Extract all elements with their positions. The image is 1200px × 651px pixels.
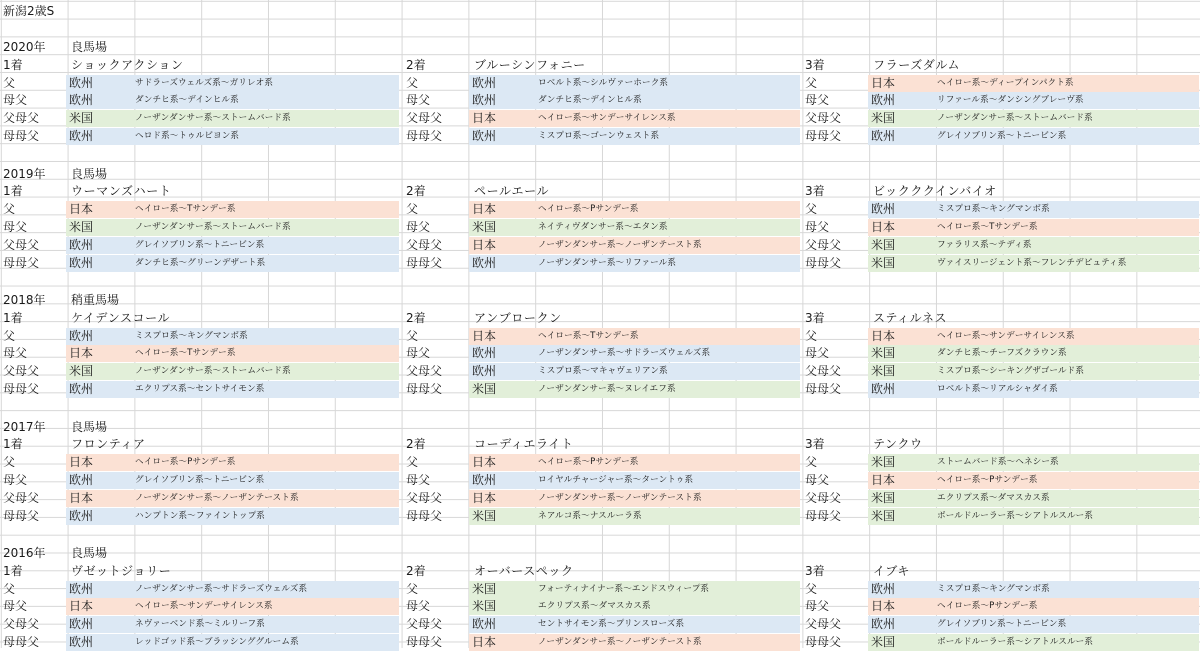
pedigree-role: 父母父 [3,617,40,632]
region-label: 日本 [69,599,94,614]
pedigree-role: 母父 [406,472,431,487]
lineage-band [66,581,399,598]
pedigree-role: 父母父 [805,111,842,126]
sire-line: ノーザンダンサー系～ノーザンテースト系 [538,637,702,647]
lineage-band [469,472,800,489]
pedigree-role: 父母父 [406,111,443,126]
pedigree-role: 父母父 [3,111,40,126]
pedigree-role: 母母父 [805,255,842,270]
lineage-band [868,75,1199,92]
lineage-band [66,472,399,489]
lineage-band [66,110,399,127]
pedigree-role: 母父 [406,93,431,108]
sire-line: ノーザンダンサー系～ノーザンテースト系 [538,239,702,250]
region-label: 欧州 [472,364,497,379]
region-label: 日本 [871,328,896,343]
pedigree-role: 母母父 [3,508,40,523]
region-label: 日本 [871,472,896,487]
region-label: 欧州 [69,382,94,396]
region-label: 日本 [472,490,497,505]
region-label: 欧州 [69,635,94,649]
region-label: 米国 [871,364,896,379]
sire-line: ミスプロ系～キングマンボ系 [937,583,1050,594]
sire-line: ミスプロ系～ゴーンウェスト系 [538,131,660,141]
region-label: 米国 [871,237,896,252]
rank-label: 1着 [3,184,23,199]
pedigree-role: 母父 [3,599,28,614]
lineage-band [469,219,800,236]
sire-line: ダンチヒ系～グリーンデザート系 [135,257,266,268]
sire-line: ヘイロー系～ディープインパクト系 [937,77,1074,88]
sire-line: ノーザンダンサー系～ヌレイエフ系 [538,384,676,394]
year-label: 2020年 [3,40,46,54]
pedigree-role: 父母父 [3,490,40,505]
sire-line: ファラリス系～テディ系 [937,239,1032,250]
lineage-band [868,581,1199,598]
track-condition: 良馬場 [71,40,108,54]
sire-line: セントサイモン系～プリンスローズ系 [538,619,685,630]
horse-name: テンクウ [873,437,923,452]
sire-line: グレイソブリン系～トニービン系 [937,619,1067,630]
pedigree-role: 母母父 [3,382,40,396]
region-label: 日本 [472,202,497,217]
sire-line: ノーザンダンサー系～サドラーズウェルズ系 [135,583,308,594]
lineage-band [868,237,1199,254]
pedigree-role: 父母父 [805,490,842,505]
region-label: 米国 [472,219,497,234]
lineage-band [66,128,399,145]
sire-line: ロベルト系～シルヴァーホーク系 [538,77,669,88]
region-label: 欧州 [69,75,94,90]
rank-label: 2着 [406,437,426,452]
lineage-band [868,634,1199,651]
year-label: 2017年 [3,419,46,434]
region-label: 欧州 [69,472,94,487]
pedigree-role: 母母父 [805,635,842,649]
region-label: 日本 [69,346,94,361]
sire-line: ノーザンダンサー系～ノーザンテースト系 [538,492,702,503]
region-label: 欧州 [69,617,94,632]
pedigree-role: 母母父 [406,635,443,649]
pedigree-role: 母父 [805,219,830,234]
region-label: 日本 [69,490,94,505]
region-label: 米国 [871,508,896,523]
horse-name: フロンティア [71,437,146,452]
rank-label: 3着 [805,184,825,199]
sire-line: ヴァイスリージェント系～フレンチデピュティ系 [937,257,1127,268]
lineage-band [469,581,800,598]
lineage-band [66,92,399,109]
pedigree-role: 父母父 [406,490,443,505]
lineage-band [469,345,800,362]
region-label: 米国 [871,346,896,361]
region-label: 米国 [871,455,896,470]
lineage-band [868,381,1199,398]
region-label: 米国 [871,490,896,505]
pedigree-role: 母父 [406,599,431,614]
lineage-band [868,110,1199,127]
region-label: 欧州 [871,382,896,396]
lineage-band [868,92,1199,109]
lineage-band [66,454,399,471]
sire-line: エクリプス系～セントサイモン系 [135,384,265,394]
lineage-band [469,598,800,615]
track-condition: 良馬場 [71,166,108,181]
sire-line: ヘロド系～トゥルビヨン系 [135,131,240,141]
rank-label: 3着 [805,563,825,578]
rank-label: 1着 [3,310,23,325]
lineage-band [868,345,1199,362]
horse-name: スティルネス [873,310,948,325]
pedigree-role: 父母父 [805,237,842,252]
horse-name: コーディエライト [474,437,574,452]
sire-line: ロベルト系～リアルシャダイ系 [937,384,1058,394]
lineage-band [469,454,800,471]
sire-line: ハンプトン系～ファイントップ系 [135,510,265,521]
region-label: 米国 [871,255,896,270]
lineage-band [868,328,1199,345]
pedigree-role: 母父 [406,219,431,234]
horse-name: ヴゼットジョリー [71,563,172,578]
region-label: 欧州 [871,202,896,217]
sire-line: ノーザンダンサー系～ストームバード系 [135,221,291,232]
pedigree-role: 父 [805,328,818,343]
pedigree-role: 母父 [3,346,28,361]
pedigree-role: 母母父 [406,255,443,270]
pedigree-role: 父 [805,75,818,90]
region-label: 日本 [871,75,896,90]
year-label: 2018年 [3,293,46,307]
region-label: 欧州 [472,472,497,487]
sire-line: ヘイロー系～Pサンデー系 [937,474,1038,485]
pedigree-role: 母母父 [406,508,443,523]
lineage-band [469,201,800,218]
pedigree-role: 父母父 [406,617,443,632]
sire-line: ボールドルーラー系～シアトルスルー系 [937,510,1094,521]
pedigree-role: 母父 [805,93,830,108]
horse-name: ビックククインバイオ [873,184,997,199]
sire-line: サドラーズウェルズ系～ガリレオ系 [135,77,274,88]
horse-name: ケイデンスコール [71,310,171,325]
sire-line: ヘイロー系～Pサンデー系 [135,457,236,468]
pedigree-role: 母母父 [3,255,40,270]
lineage-band [868,454,1199,471]
sire-line: ノーザンダンサー系～サドラーズウェルズ系 [538,348,711,359]
horse-name: ショックアクション [71,57,184,72]
sire-line: グレイソブリン系～トニービン系 [135,474,265,485]
lineage-band [66,508,399,525]
horse-name: フラーズダルム [873,57,961,72]
pedigree-role: 母父 [3,472,28,487]
pedigree-role: 母母父 [805,129,842,143]
pedigree-role: 父 [805,581,818,596]
sire-line: ヘイロー系～Tサンデー系 [135,204,236,215]
lineage-band [66,490,399,507]
pedigree-role: 父母父 [406,237,443,252]
sire-line: ヘイロー系～サンデーサイレンス系 [937,330,1075,341]
track-condition: 良馬場 [71,546,108,560]
lineage-band [469,328,800,345]
pedigree-role: 父 [3,202,16,217]
lineage-band [66,345,399,362]
sire-line: ネアルコ系～ナスルーラ系 [538,510,642,521]
sire-line: ボールドルーラー系～シアトルスルー系 [937,637,1094,647]
lineage-band [868,363,1199,380]
region-label: 米国 [69,219,94,234]
sire-line: ヘイロー系～Pサンデー系 [538,457,639,468]
year-label: 2019年 [3,166,46,181]
region-label: 日本 [472,111,497,126]
sheet-title: 新潟2歳S [3,4,55,18]
pedigree-role: 父 [3,75,16,90]
horse-name: アンブロークン [474,310,562,325]
pedigree-role: 父 [3,581,16,596]
sire-line: グレイソブリン系～トニービン系 [937,131,1067,141]
lineage-band [469,237,800,254]
lineage-band [66,328,399,345]
lineage-band [66,634,399,651]
region-label: 日本 [69,202,94,217]
lineage-band [66,219,399,236]
sire-line: レッドゴッド系～ブラッシンググルーム系 [135,637,299,647]
sire-line: ロイヤルチャージャー系～ターントゥ系 [538,474,694,485]
sire-line: ノーザンダンサー系～ノーザンテースト系 [135,492,299,503]
region-label: 米国 [472,382,497,396]
lineage-band [469,490,800,507]
lineage-band [868,255,1199,272]
pedigree-role: 母父 [3,219,28,234]
pedigree-role: 父 [406,75,419,90]
pedigree-role: 母父 [805,472,830,487]
rank-label: 1着 [3,563,23,578]
pedigree-role: 母父 [3,93,28,108]
lineage-band [868,508,1199,525]
sire-line: ヘイロー系～Pサンデー系 [937,601,1038,612]
region-label: 日本 [472,328,497,343]
sire-line: エクリプス系～ダマスカス系 [937,492,1050,503]
region-label: 欧州 [472,346,497,361]
rank-label: 2着 [406,184,426,199]
region-label: 欧州 [69,508,94,523]
region-label: 欧州 [871,581,896,596]
lineage-band [868,201,1199,218]
lineage-band [66,598,399,615]
sire-line: ダンチヒ系～デインヒル系 [538,95,642,106]
pedigree-role: 父 [805,455,818,470]
region-label: 米国 [472,508,497,523]
horse-name: ブルーシンフォニー [474,57,586,72]
lineage-band [469,634,800,651]
lineage-band [66,201,399,218]
region-label: 欧州 [69,93,94,108]
region-label: 米国 [69,364,94,379]
lineage-band [868,472,1199,489]
pedigree-role: 母母父 [3,129,40,143]
lineage-band [66,363,399,380]
pedigree-role: 父 [406,581,419,596]
horse-name: ウーマンズハート [71,184,172,199]
lineage-band [469,255,800,272]
sire-line: ミスプロ系～キングマンボ系 [937,204,1050,215]
pedigree-role: 父母父 [3,237,40,252]
region-label: 日本 [871,219,896,234]
region-label: 日本 [871,599,896,614]
lineage-band [469,75,800,92]
lineage-band [66,255,399,272]
sire-line: ミスプロ系～キングマンボ系 [135,330,248,341]
sire-line: ヘイロー系～サンデーサイレンス系 [135,601,273,612]
pedigree-role: 父母父 [406,364,443,379]
lineage-band [868,616,1199,633]
region-label: 米国 [871,635,896,649]
region-label: 欧州 [871,129,896,143]
lineage-band [469,508,800,525]
pedigree-role: 父母父 [805,364,842,379]
sire-line: ノーザンダンサー系～リファール系 [538,257,677,268]
rank-label: 3着 [805,310,825,325]
region-label: 米国 [69,111,94,126]
sire-line: ダンチヒ系～デインヒル系 [135,95,239,106]
sire-line: グレイソブリン系～トニービン系 [135,239,265,250]
pedigree-role: 母母父 [3,635,40,649]
sire-line: ヘイロー系～Tサンデー系 [538,330,639,341]
region-label: 欧州 [472,93,497,108]
lineage-band [868,219,1199,236]
pedigree-role: 母母父 [406,382,443,396]
pedigree-role: 母父 [406,346,431,361]
pedigree-role: 母母父 [406,129,443,143]
region-label: 米国 [472,599,497,614]
pedigree-role: 母母父 [805,382,842,396]
region-label: 欧州 [69,328,94,343]
sire-line: リファール系～ダンシングブレーヴ系 [937,95,1084,106]
region-label: 欧州 [871,617,896,632]
pedigree-role: 父 [406,328,419,343]
region-label: 欧州 [472,617,497,632]
lineage-band [66,381,399,398]
lineage-band [66,237,399,254]
pedigree-role: 母父 [805,599,830,614]
region-label: 欧州 [69,237,94,252]
pedigree-role: 父 [406,455,419,470]
lineage-band [469,128,800,145]
horse-name: オーバースペック [474,563,574,578]
sire-line: ヘイロー系～Pサンデー系 [538,204,639,215]
region-label: 欧州 [69,255,94,270]
rank-label: 2着 [406,310,426,325]
lineage-band [469,92,800,109]
rank-label: 2着 [406,57,426,72]
lineage-band [469,381,800,398]
sire-line: ヘイロー系～Tサンデー系 [937,221,1038,232]
region-label: 欧州 [472,255,497,270]
sire-line: エクリプス系～ダマスカス系 [538,601,651,612]
sire-line: ネヴァーベンド系～ミルリーフ系 [135,619,265,630]
lineage-band [66,616,399,633]
region-label: 日本 [69,455,94,470]
sire-line: ノーザンダンサー系～ストームバード系 [135,366,291,377]
sire-line: ノーザンダンサー系～ストームバード系 [135,113,291,124]
sire-line: ストームバード系～ヘネシー系 [937,457,1059,468]
sire-line: ミスプロ系～マキャヴェリアン系 [538,366,668,377]
track-condition: 稍重馬場 [71,293,120,307]
horse-name: イブキ [873,563,910,578]
region-label: 米国 [472,581,497,596]
region-label: 欧州 [472,129,497,143]
lineage-band [868,490,1199,507]
pedigree-role: 父 [406,202,419,217]
pedigree-role: 母母父 [805,508,842,523]
lineage-band [868,128,1199,145]
sire-line: ダンチヒ系～チーフズクラウン系 [937,348,1067,359]
region-label: 欧州 [871,93,896,108]
lineage-band [469,616,800,633]
rank-label: 2着 [406,563,426,578]
rank-label: 1着 [3,57,23,72]
pedigree-role: 母父 [805,346,830,361]
track-condition: 良馬場 [71,419,108,434]
rank-label: 1着 [3,437,23,452]
region-label: 米国 [871,111,896,126]
region-label: 欧州 [472,75,497,90]
year-label: 2016年 [3,546,46,560]
rank-label: 3着 [805,57,825,72]
sire-line: フォーティナイナー系～エンドスウィープ系 [538,583,710,594]
region-label: 日本 [472,635,497,649]
sire-line: ヘイロー系～Tサンデー系 [135,348,236,359]
lineage-band [868,598,1199,615]
region-label: 日本 [472,237,497,252]
sire-line: ノーザンダンサー系～ストームバード系 [937,113,1093,124]
region-label: 日本 [472,455,497,470]
lineage-band [469,363,800,380]
sire-line: ネイティヴダンサー系～エタン系 [538,221,668,232]
sire-line: ヘイロー系～サンデーサイレンス系 [538,113,676,124]
pedigree-role: 父 [805,202,818,217]
lineage-band [66,75,399,92]
horse-name: ペールエール [474,184,550,199]
region-label: 欧州 [69,581,94,596]
pedigree-role: 父 [3,455,16,470]
pedigree-role: 父母父 [805,617,842,632]
sire-line: ミスプロ系～シーキングザゴールド系 [937,366,1085,377]
lineage-band [469,110,800,127]
pedigree-role: 父母父 [3,364,40,379]
rank-label: 3着 [805,437,825,452]
pedigree-role: 父 [3,328,16,343]
region-label: 欧州 [69,129,94,143]
